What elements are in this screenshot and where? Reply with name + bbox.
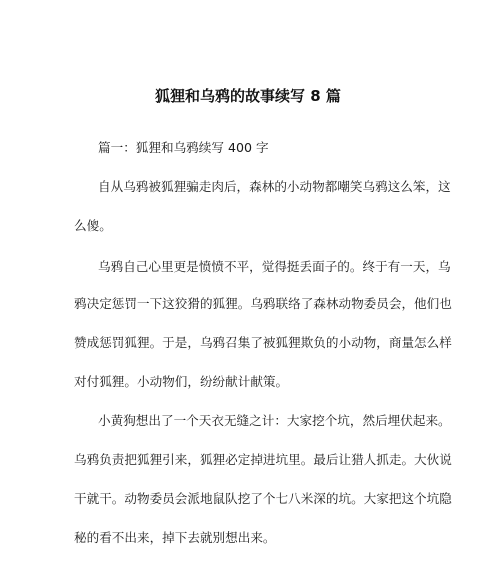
- paragraph-line: 秘的看不出来，掉下去就别想出来。: [74, 530, 276, 545]
- paragraph-line: 对付狐狸。小动物们，纷纷献计献策。: [74, 374, 289, 389]
- paragraph-line: 乌鸦自己心里更是愤愤不平，觉得挺丢面子的。终于有一天，乌: [98, 259, 451, 274]
- paragraph-line: 自从乌鸦被狐狸骗走肉后，森林的小动物都嘲笑乌鸦这么笨，这: [98, 179, 451, 194]
- paragraph-line: 乌鸦负责把狐狸引来，狐狸必定掉进坑里。最后让猎人抓走。大伙说: [74, 452, 452, 467]
- paragraph-line: 赞成惩罚狐狸。于是，乌鸦召集了被狐狸欺负的小动物，商量怎么样: [74, 335, 452, 350]
- paragraph-line: 鸦决定惩罚一下这狡猾的狐狸。乌鸦联络了森林动物委员会，他们也: [74, 296, 452, 311]
- paragraph-line: 小黄狗想出了一个天衣无缝之计：大家挖个坑，然后埋伏起来。: [98, 413, 451, 428]
- section-heading: 篇一：狐狸和乌鸦续写 400 字: [98, 140, 269, 155]
- document-title: 狐狸和乌鸦的故事续写 8 篇: [155, 87, 341, 105]
- paragraph-line: 干就干。动物委员会派地鼠队挖了个七八米深的坑。大家把这个坑隐: [74, 491, 452, 506]
- paragraph-line: 么傻。: [74, 218, 112, 233]
